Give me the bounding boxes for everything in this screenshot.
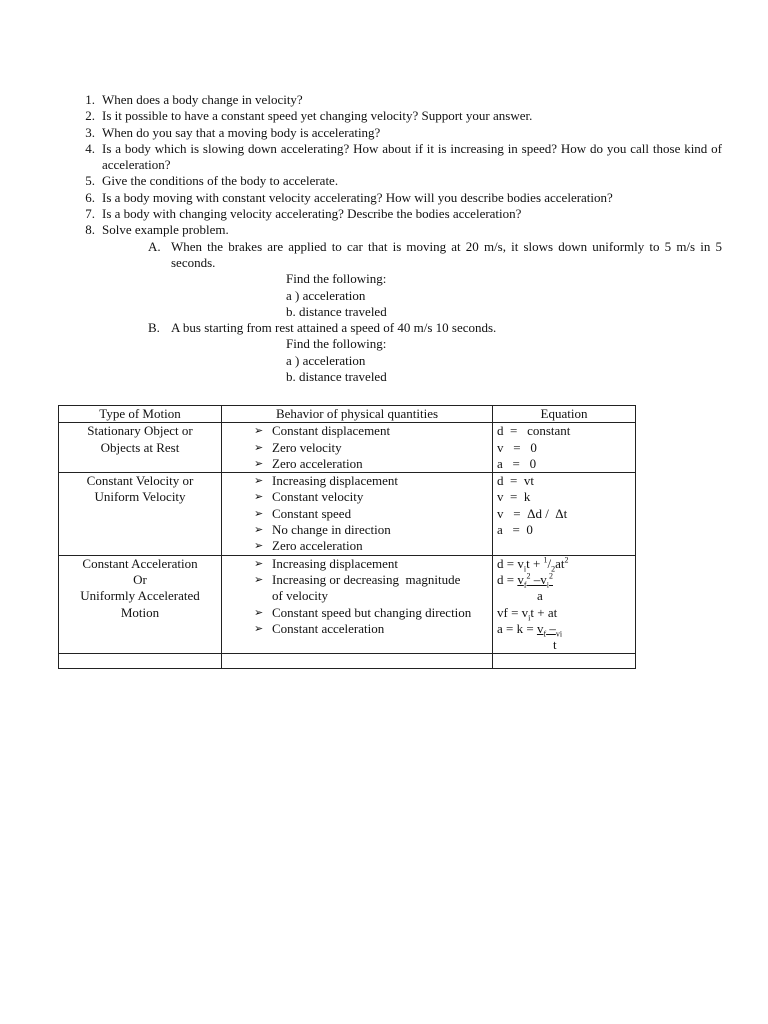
behavior-text: Constant displacement [272, 423, 391, 439]
eq-sup: 2 [564, 555, 569, 565]
question-text: When does a body change in velocity? [102, 92, 303, 107]
question-item [77, 173, 722, 189]
header-type-of-motion: Type of Motion [59, 406, 222, 423]
eq-sub: vi [555, 629, 563, 639]
question-item [77, 222, 722, 385]
arrow-bullet-icon: ➢ [254, 573, 264, 586]
eq-sub: i [528, 613, 531, 623]
equation-cell [493, 555, 636, 654]
find-item-acceleration: a ) acceleration [286, 287, 366, 303]
problem-letter: B. [148, 320, 160, 336]
find-label: Find the following: [286, 336, 387, 352]
eq-text: / [547, 555, 552, 571]
question-text: Is a body which is slowing down accelerating? How about if it is increasing in speed? How do you call those kind of acceleration? [102, 140, 722, 173]
behavior-item [226, 522, 488, 538]
behavior-cell [222, 423, 493, 473]
problem-a [102, 239, 722, 320]
question-text: Is a body moving with constant velocity accelerating? How will you describe bodies acceleration? [102, 189, 613, 205]
behavior-item [226, 506, 488, 522]
find-item-distance: b. distance traveled [286, 303, 387, 319]
behavior-text: Constant velocity [272, 489, 364, 505]
behavior-cell [222, 473, 493, 555]
eq-sub: f [543, 629, 547, 639]
behavior-text: Increasing or decreasing magnitude [272, 571, 461, 587]
eq-sub: i [523, 564, 527, 574]
eq-denominator: t [553, 637, 557, 653]
problem-letter: A. [148, 238, 161, 254]
eq-text: – [546, 620, 556, 636]
question-item [77, 125, 722, 141]
empty-cell [493, 654, 636, 669]
problem-text: When the brakes are applied to car that is moving at 20 m/s, it slows down uniformly to 5 m/s in 5 seconds. [171, 238, 722, 270]
question-item [77, 190, 722, 206]
equation-line: a = 0 [497, 455, 537, 471]
behavior-item [226, 489, 488, 505]
equation-cell [493, 423, 636, 473]
eq-text: t + [526, 555, 544, 571]
behavior-item [226, 556, 488, 572]
behavior-text: Increasing displacement [272, 555, 398, 571]
motion-type-line: Objects at Rest [100, 439, 180, 455]
behavior-text: Constant speed [272, 505, 352, 521]
eq-text: at [555, 555, 565, 571]
eq-sub: i [546, 580, 549, 590]
table-header-row [59, 406, 636, 423]
eq-text: –v [530, 571, 547, 587]
arrow-bullet-icon: ➢ [254, 457, 264, 470]
behavior-text: Increasing displacement [272, 473, 398, 489]
question-text: Is a body with changing velocity accelerating? Describe the bodies acceleration? [102, 206, 522, 222]
motion-type-line: Motion [120, 604, 160, 620]
question-text: Solve example problem. [102, 222, 229, 238]
behavior-text: Zero acceleration [272, 455, 363, 471]
problem-b [102, 320, 722, 385]
behavior-text: Constant acceleration [272, 620, 385, 636]
motion-table [58, 405, 636, 669]
equation-line: d = vt [497, 473, 534, 489]
eq-sup: 1 [543, 555, 548, 565]
eq-numerator [536, 620, 563, 639]
equation-acceleration [497, 621, 631, 637]
motion-type-line: Constant Acceleration [82, 555, 198, 571]
eq-text: d = v [497, 555, 524, 571]
behavior-cell [222, 555, 493, 654]
arrow-bullet-icon: ➢ [254, 524, 264, 537]
table-row [59, 423, 636, 473]
empty-cell [222, 654, 493, 669]
find-label: Find the following: [286, 271, 387, 287]
equation-line: v = Δd / Δt [497, 505, 568, 521]
question-number: 7. [85, 206, 95, 222]
header-behavior: Behavior of physical quantities [222, 406, 493, 423]
arrow-bullet-icon: ➢ [254, 491, 264, 504]
arrow-bullet-icon: ➢ [254, 622, 264, 635]
eq-numerator [517, 571, 553, 590]
arrow-bullet-icon: ➢ [254, 540, 264, 553]
arrow-bullet-icon: ➢ [254, 425, 264, 438]
motion-type-line: Stationary Object or [87, 423, 193, 439]
behavior-text-continued: of velocity [272, 588, 328, 604]
behavior-text: Constant speed but changing direction [272, 604, 472, 620]
equation-line: a = 0 [497, 522, 533, 538]
eq-text: v [536, 620, 544, 636]
question-number: 5. [85, 173, 95, 189]
behavior-item [226, 423, 488, 439]
equation-line: v = 0 [497, 439, 537, 455]
question-number: 6. [85, 189, 95, 205]
table-row [59, 473, 636, 555]
find-item-distance: b. distance traveled [286, 369, 387, 385]
eq-sup: 2 [526, 571, 531, 581]
empty-cell [59, 654, 222, 669]
behavior-item [226, 605, 488, 621]
eq-text: d = [497, 571, 518, 587]
arrow-bullet-icon: ➢ [254, 557, 264, 570]
question-item [77, 141, 722, 174]
motion-type-cell [59, 555, 222, 654]
behavior-item [226, 538, 488, 554]
problem-text: A bus starting from rest attained a speed of 40 m/s 10 seconds. [171, 320, 497, 336]
equation-displacement [497, 556, 631, 572]
motion-type-cell [59, 423, 222, 473]
question-text: When do you say that a moving body is accelerating? [102, 124, 381, 140]
equation-cell [493, 473, 636, 555]
eq-text: vf = v [497, 604, 529, 620]
behavior-item [226, 621, 488, 637]
arrow-bullet-icon: ➢ [254, 507, 264, 520]
motion-type-line: Uniformly Accelerated [80, 588, 200, 604]
arrow-bullet-icon: ➢ [254, 606, 264, 619]
header-equation: Equation [493, 406, 636, 423]
behavior-text: Zero acceleration [272, 538, 363, 554]
equation-final-velocity [497, 605, 631, 621]
question-item [77, 206, 722, 222]
behavior-item [226, 572, 488, 588]
eq-sup: 2 [549, 571, 553, 581]
table-row-empty [59, 654, 636, 669]
question-number: 1. [85, 92, 95, 107]
eq-text: v [517, 571, 524, 587]
eq-denominator: a [537, 588, 543, 604]
question-number: 8. [85, 222, 95, 238]
question-text: Is it possible to have a constant speed yet changing velocity? Support your answer. [102, 108, 533, 124]
eq-sub: f [523, 580, 527, 590]
question-number: 3. [85, 124, 95, 140]
behavior-item [226, 440, 488, 456]
question-text: Give the conditions of the body to accelerate. [102, 173, 339, 189]
arrow-bullet-icon: ➢ [254, 441, 264, 454]
motion-type-line: Or [133, 571, 147, 587]
eq-sub: 2 [551, 564, 556, 574]
eq-text: a = k = [497, 620, 537, 636]
behavior-text: No change in direction [272, 522, 391, 538]
motion-type-line: Constant Velocity or [86, 473, 194, 489]
question-item [77, 92, 722, 108]
motion-type-line: Uniform Velocity [94, 489, 186, 505]
question-number: 2. [85, 108, 95, 124]
arrow-bullet-icon: ➢ [254, 475, 264, 488]
behavior-item [226, 473, 488, 489]
question-item [77, 108, 722, 124]
question-number: 4. [85, 140, 95, 156]
find-item-acceleration: a ) acceleration [286, 352, 366, 368]
question-list [77, 92, 722, 385]
equation-displacement-squared [497, 572, 631, 588]
equation-line: v = k [497, 489, 531, 505]
equation-line: d = constant [497, 423, 571, 439]
motion-type-cell [59, 473, 222, 555]
behavior-text: Zero velocity [272, 439, 342, 455]
table-row [59, 555, 636, 654]
eq-text: t + at [530, 604, 558, 620]
behavior-item [226, 456, 488, 472]
